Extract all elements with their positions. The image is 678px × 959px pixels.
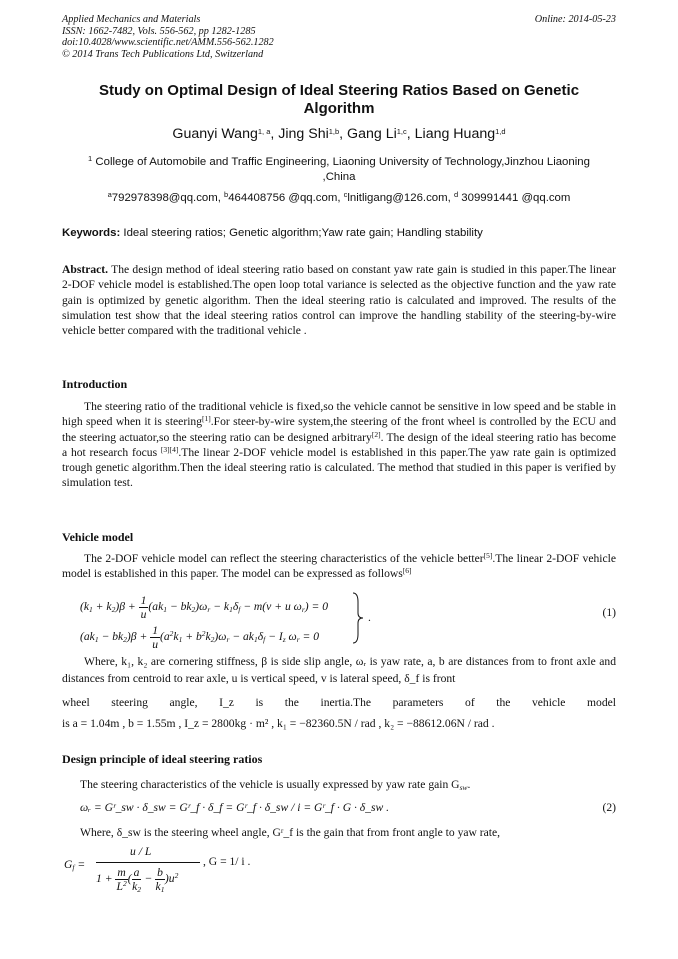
author-3-sup: 1,c: [396, 127, 407, 136]
keywords-text: Ideal steering ratios; Genetic algorithm;Yaw rate gain; Handling stability: [120, 227, 483, 239]
author-2-sup: 1,b: [328, 127, 340, 136]
where-text-1: Where, k₁, k₂ are cornering stiffness, β is side slip angle, ωᵣ is yaw rate, a, b are distances from to front axle and distances from centroid to rear axle, u is vertical speed, v is lateral speed, δ_f is front: [62, 655, 616, 685]
email-b-sup: b: [224, 190, 229, 199]
author-4: , Liang Huang: [406, 126, 496, 142]
author-list: [62, 126, 616, 142]
email-a: 792978398@qq.com,: [111, 192, 225, 204]
ref-1: [1]: [202, 414, 211, 424]
ref-2: [2]: [371, 429, 381, 439]
email-c-sup: c: [343, 190, 348, 199]
keywords: [62, 227, 616, 239]
email-d: 309991441 @qq.com: [458, 192, 571, 204]
vehicle-model-paragraph: [62, 551, 616, 582]
email-list: [62, 192, 616, 204]
email-b: 464408756 @qq.com,: [228, 192, 344, 204]
abstract: [62, 262, 616, 338]
equation-1-period: .: [368, 611, 371, 624]
design-paragraph-1: The steering characteristics of the vehicle is usually expressed by yaw rate gain $G_{sw}$.: [80, 778, 471, 792]
equation-1-brace: [351, 592, 365, 644]
title-line-2: Algorithm: [303, 100, 375, 117]
ref-3: [3][4]: [160, 444, 179, 454]
author-3: , Gang Li: [339, 126, 397, 142]
online-date: Online: 2014-05-23: [534, 14, 616, 25]
keywords-label: Keywords:: [62, 227, 121, 239]
author-4-sup: 1,d: [495, 127, 506, 136]
vehicle-model-heading: Vehicle model: [62, 530, 134, 544]
ref-5: [5]: [483, 551, 493, 560]
journal-header: [62, 14, 274, 60]
intro-text-3: . The design of the ideal steering ratio has become a hot research focus: [62, 430, 617, 459]
author-1: Guanyi Wang: [172, 126, 258, 142]
author-1-sup: 1, a: [257, 127, 271, 136]
intro-text-2: .For steer-by-wire system,the steering of the front wheel is controlled by the ECU and the steering actuator,so the steering ratio can be designed arbitrary: [62, 415, 616, 444]
gain-lhs: $G_f$ =: [64, 858, 86, 872]
intro-text-4: .The linear 2-DOF vehicle model is established in this paper.The yaw rate gain is optimized trough genetic algorithm.Then the ideal steering ratio is calculated. The method that studied in this paper is verified by simulation test.: [62, 445, 616, 490]
author-2: , Jing Shi: [270, 126, 329, 142]
vehicle-text-2: .The linear 2-DOF vehicle model is established in this paper. The model can be expressed as follows: [62, 552, 616, 581]
vehicle-where-line-3: wheel steering angle, I_z is the inertia.The parameters of the vehicle model: [62, 696, 616, 709]
email-c: lnitligang@126.com,: [347, 192, 454, 204]
introduction-heading: Introduction: [62, 377, 128, 391]
gain-denominator: 1 + $\frac{m}{L^2}$ ( $\frac{a}{k_2}$ − $\frac{b}{k_1}$ )$u^2$: [96, 866, 179, 894]
vehicle-parameters: is a = 1.04m , b = 1.55m , I_z = 2800kg · m² , k₁ = −82360.5N / rad , k₂ = −88612.06N / rad .: [62, 717, 495, 730]
vehicle-where-paragraph: [62, 653, 616, 687]
vehicle-text-1: The 2-DOF vehicle model can reflect the steering characteristics of the vehicle better: [84, 552, 484, 565]
introduction-paragraph: [62, 399, 616, 491]
equation-1-line-1: $(k_1 + k_2)\beta$ + $\frac{1}{u}$ $(ak_1 - bk_2)\omega_r - k_1\delta_f - m(v + u$ $\omega_r) = 0$: [80, 594, 329, 621]
doi-line: doi:10.4028/www.scientific.net/AMM.556-562.1282: [62, 37, 274, 49]
abstract-text: The design method of ideal steering ratio based on constant yaw rate gain is studied in this paper.The linear 2-DOF vehicle model is established.The open loop total variance is selected as the objective function and the yaw rate gain is optimized by genetic algorithm. Then the ideal steering ratio is calculated and improved. The results of the simulation test show that the ideal steering ratios control can improve the handling stability of the steering-by-wire vehicle better compared with the traditional vehicle .: [62, 263, 616, 338]
equation-1-number: (1): [602, 606, 616, 619]
affiliation-line-2: ,China: [322, 171, 356, 183]
ref-6: [6]: [402, 566, 412, 576]
affiliation: [62, 155, 616, 185]
affiliation-line-1: College of Automobile and Traffic Engineering, Liaoning University of Technology,Jinzhou Liaoning: [92, 156, 590, 168]
copyright-line: © 2014 Trans Tech Publications Ltd, Switzerland: [62, 48, 264, 60]
issn-line: ISSN: 1662-7482, Vols. 556-562, pp 1282-1285: [62, 25, 256, 37]
title-line-1: Study on Optimal Design of Ideal Steering Ratios Based on Genetic: [98, 82, 580, 99]
gain-fraction-bar: [96, 862, 200, 863]
gain-numerator: u / L: [130, 845, 152, 858]
intro-text-1: The steering ratio of the traditional vehicle is fixed,so the vehicle cannot be sensitive in low speed and be stable in high speed when it is steering: [62, 400, 616, 429]
email-d-sup: d: [453, 190, 459, 199]
equation-1-line-2: $(ak_1 - bk_2)\beta$ + $\frac{1}{u}$ $(a^2k_1 + b^2k_2)\omega_r - ak_1\delta_f - I_z$ $\omega_r = 0$: [80, 624, 320, 651]
journal-name: Applied Mechanics and Materials: [62, 14, 201, 25]
equation-2: ωᵣ = Gʳ_sw · δ_sw = Gʳ_f · δ_f = Gʳ_f · δ_sw / i = Gʳ_f · G · δ_sw .: [80, 801, 389, 814]
design-text-1: The steering characteristics of the vehicle is usually expressed by yaw rate gain G: [80, 778, 460, 791]
paper-title: [62, 82, 616, 118]
design-principle-heading: Design principle of ideal steering ratios: [62, 752, 263, 766]
email-a-sup: a: [107, 190, 112, 199]
design-paragraph-2: Where, δ_sw is the steering wheel angle, Gʳ_f is the gain that from front angle to yaw rate,: [80, 826, 501, 839]
gain-g-equation: , G = 1/ i .: [203, 855, 251, 868]
affiliation-sup: 1: [88, 154, 93, 163]
equation-2-number: (2): [602, 801, 616, 814]
abstract-label: Abstract.: [62, 263, 109, 276]
